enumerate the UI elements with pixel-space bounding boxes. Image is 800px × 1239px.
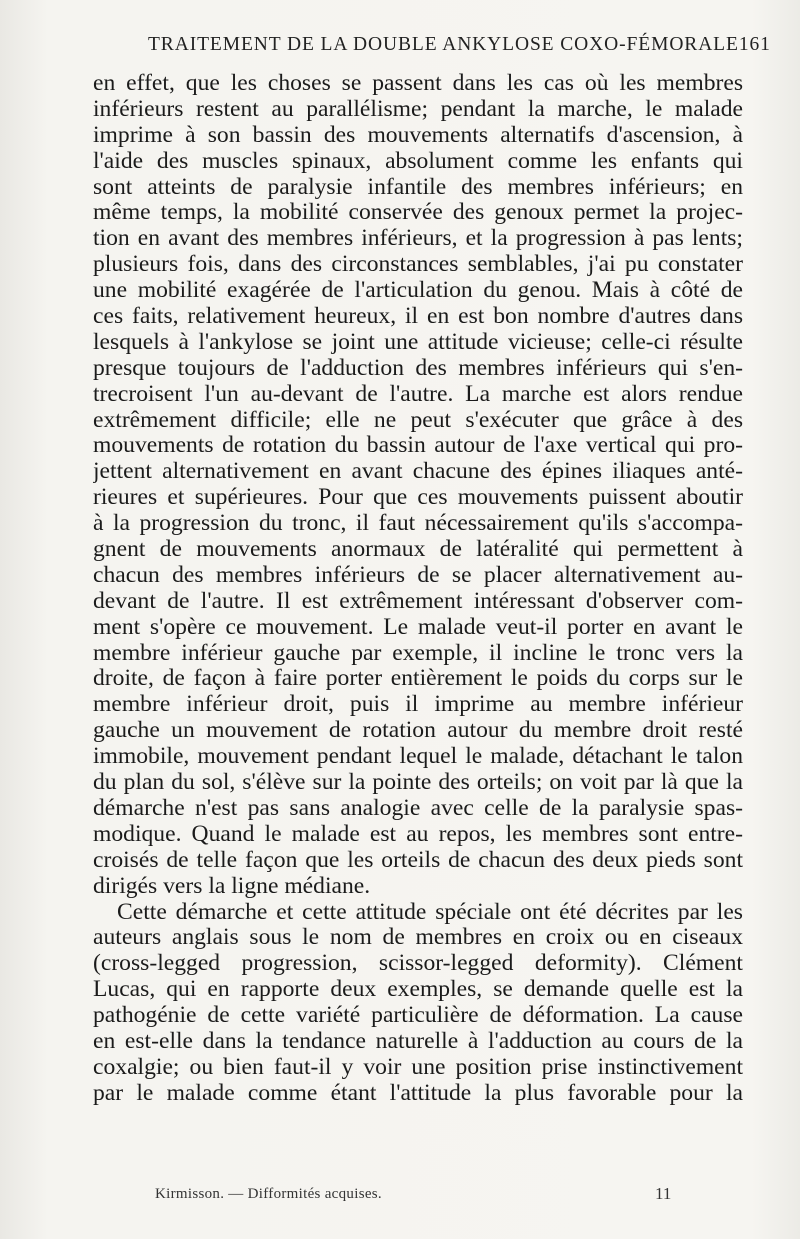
text-line: sont atteints de paralysie infantile des membres inférieurs; en	[93, 174, 743, 200]
signature-mark: 11	[655, 1184, 672, 1203]
text-line: droite, de façon à faire porter entièrement le poids du corps sur le	[93, 666, 743, 692]
text-line: dirigés vers la ligne médiane.	[93, 873, 371, 899]
text-line: presque toujours de l'adduction des membres inférieurs qui s'en-	[93, 355, 743, 381]
page-number: 161	[738, 34, 771, 55]
text-line: à la progression du tronc, il faut nécessairement qu'ils s'accompa-	[93, 511, 743, 537]
footer-signature: Kirmisson. — Difformités acquises.	[155, 1186, 382, 1202]
text-line: démarche n'est pas sans analogie avec celle de la paralysie spas-	[93, 795, 743, 821]
text-line: plusieurs fois, dans des circonstances semblables, j'ai pu constater	[93, 252, 743, 278]
text-line: pathogénie de cette variété particulière de déformation. La cause	[93, 1003, 743, 1029]
running-head	[148, 33, 771, 57]
page-footer	[155, 1186, 675, 1206]
text-line: auteurs anglais sous le nom de membres en croix ou en ciseaux	[93, 925, 743, 951]
text-line: membre inférieur droit, puis il imprime au membre inférieur	[93, 692, 743, 718]
text-line: rieures et supérieures. Pour que ces mouvements puissent aboutir	[93, 485, 743, 511]
text-line: croisés de telle façon que les orteils de chacun des deux pieds sont	[93, 847, 743, 873]
text-line: jettent alternativement en avant chacune des épines iliaques anté-	[93, 459, 743, 485]
paragraph	[93, 900, 743, 1107]
text-line: extrêmement difficile; elle ne peut s'exécuter que grâce à des	[93, 407, 743, 433]
text-line: devant de l'autre. Il est extrêmement intéressant d'observer com-	[93, 588, 743, 614]
text-line: ces faits, relativement heureux, il en est bon nombre d'autres dans	[93, 304, 743, 330]
text-line: en effet, que les choses se passent dans les cas où les membres	[93, 71, 743, 96]
text-line: trecroisent l'un au-devant de l'autre. La marche est alors rendue	[93, 381, 743, 407]
text-line: (cross-legged progression, scissor-legged deformity). Clément	[93, 951, 743, 977]
text-line: l'aide des muscles spinaux, absolument comme les enfants qui	[93, 148, 743, 174]
text-line: chacun des membres inférieurs de se placer alternativement au-	[93, 562, 743, 588]
text-line: mouvements de rotation du bassin autour de l'axe vertical qui pro-	[93, 433, 743, 459]
text-line: coxalgie; ou bien faut-il y voir une position prise instinctivement	[93, 1054, 743, 1080]
text-line: une mobilité exagérée de l'articulation du genou. Mais à côté de	[93, 278, 743, 304]
text-line: lesquels à l'ankylose se joint une attitude vicieuse; celle-ci résulte	[93, 329, 743, 355]
text-line: tion en avant des membres inférieurs, et la progression à pas lents;	[93, 226, 743, 252]
text-line: inférieurs restent au parallélisme; pendant la marche, le malade	[93, 96, 743, 122]
text-line: Cette démarche et cette attitude spéciale ont été décrites par les	[117, 899, 743, 925]
running-title: TRAITEMENT DE LA DOUBLE ANKYLOSE COXO-FÉMORALE	[148, 34, 739, 55]
text-line: Lucas, qui en rapporte deux exemples, se demande quelle est la	[93, 977, 743, 1003]
text-line: même temps, la mobilité conservée des genoux permet la projec-	[93, 200, 743, 226]
text-line: en est-elle dans la tendance naturelle à l'adduction au cours de la	[93, 1028, 743, 1054]
text-line: gnent de mouvements anormaux de latéralité qui permettent à	[93, 537, 743, 563]
text-line: immobile, mouvement pendant lequel le malade, détachant le talon	[93, 744, 743, 770]
paragraph	[93, 71, 743, 900]
text-line: du plan du sol, s'élève sur la pointe des orteils; on voit par là que la	[93, 770, 743, 796]
text-line: modique. Quand le malade est au repos, les membres sont entre-	[93, 821, 743, 847]
text-line: imprime à son bassin des mouvements alternatifs d'ascension, à	[93, 122, 743, 148]
body-text	[93, 71, 743, 1107]
text-line: membre inférieur gauche par exemple, il incline le tronc vers la	[93, 640, 743, 666]
text-line: ment s'opère ce mouvement. Le malade veut-il porter en avant le	[93, 614, 743, 640]
text-line: par le malade comme étant l'attitude la plus favorable pour la	[93, 1080, 743, 1106]
text-line: gauche un mouvement de rotation autour du membre droit resté	[93, 718, 743, 744]
